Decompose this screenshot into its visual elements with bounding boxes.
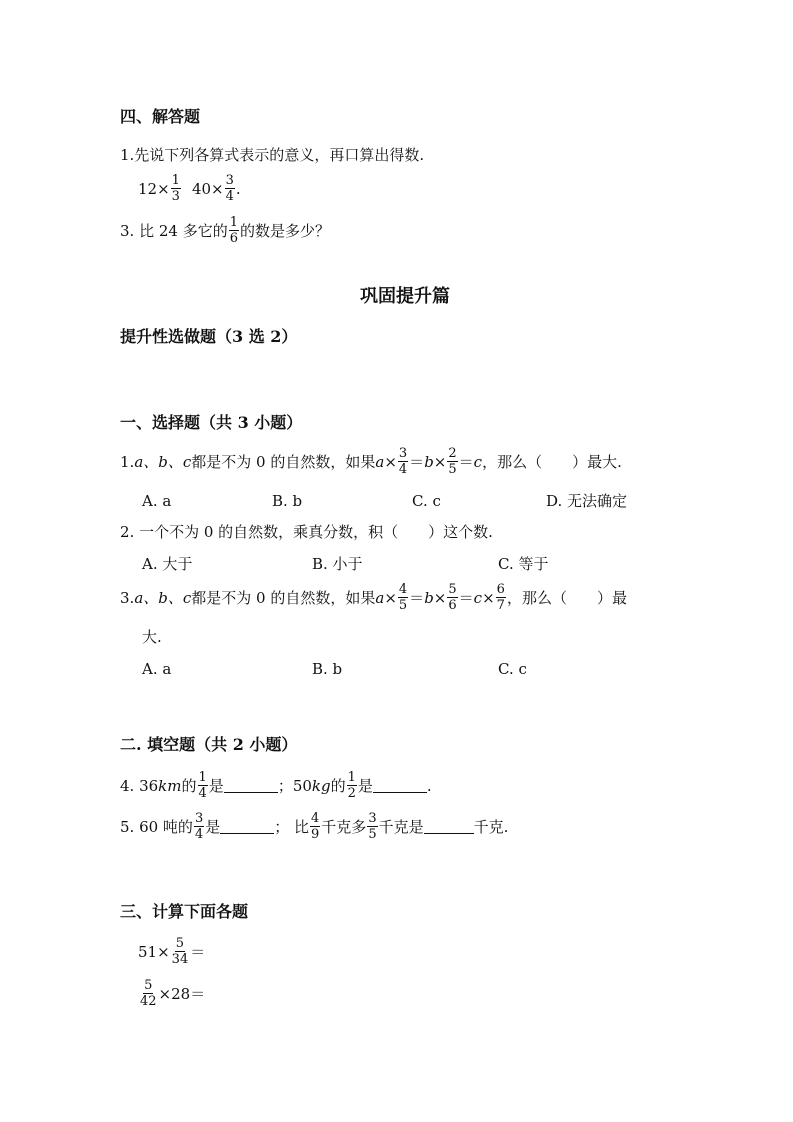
fraction-denominator: 5 <box>448 462 457 477</box>
times-sign: × <box>384 452 397 471</box>
subtitle: 提升性选做题（3 选 2） <box>120 327 298 346</box>
fraction-denominator: 5 <box>368 827 377 842</box>
option-d[interactable]: D. 无法确定 <box>546 492 628 510</box>
fraction-denominator: 4 <box>225 189 234 204</box>
option-c[interactable]: C. 等于 <box>498 555 549 573</box>
equals-sign: ＝ <box>409 588 425 607</box>
q3-prefix: 3. 比 24 多它的 <box>120 221 228 240</box>
fraction <box>171 173 181 204</box>
fraction <box>198 770 208 801</box>
expr-int: 28 <box>171 984 191 1003</box>
equals-sign: ＝ <box>458 588 474 607</box>
fraction-numerator: 6 <box>496 582 505 597</box>
fraction-denominator: 4 <box>198 786 207 801</box>
text-shi: 是 <box>357 776 373 795</box>
times-sign: × <box>157 942 170 961</box>
times-sign: × <box>433 452 447 471</box>
fill-q5-line <box>120 811 508 842</box>
unit-kg: kg <box>311 776 331 795</box>
equals-sign: ＝ <box>409 452 425 471</box>
fraction-denominator: 9 <box>311 827 320 842</box>
var-b: b <box>424 452 434 471</box>
fraction-denominator: 5 <box>398 598 408 613</box>
expr-b-int: 40 <box>191 179 212 198</box>
fraction-denominator: 4 <box>194 827 204 842</box>
fraction-numerator: 4 <box>398 582 408 597</box>
var-c: c <box>473 588 483 607</box>
question-1-text: 1.先说下列各算式表示的意义，再口算出得数. <box>120 146 425 164</box>
q-text: 都是不为 0 的自然数，如果 <box>191 452 376 471</box>
answer-blank[interactable] <box>373 778 427 793</box>
fraction-denominator: 2 <box>347 786 356 801</box>
page-title: 巩固提升篇 <box>360 286 450 307</box>
option-c[interactable]: C. c <box>412 492 441 510</box>
fraction-numerator: 2 <box>448 446 457 461</box>
equals-sign: ＝ <box>190 984 206 1003</box>
fraction-numerator: 5 <box>144 978 153 993</box>
separator: ；50 <box>277 776 312 795</box>
section-heading-answer: 四、解答题 <box>120 107 201 126</box>
fraction <box>447 582 457 613</box>
period: . <box>426 776 432 795</box>
fraction-numerator: 1 <box>171 173 180 188</box>
expression-line <box>138 173 241 204</box>
fill-q4-line <box>120 770 432 801</box>
choice-q3-line2: 大. <box>142 628 162 646</box>
var-a: a <box>375 452 385 471</box>
option-a[interactable]: A. a <box>142 660 172 678</box>
var-b: b <box>424 588 434 607</box>
text-shi: 是 <box>205 817 221 836</box>
fraction-denominator: 3 <box>171 189 180 204</box>
fraction-numerator: 3 <box>368 811 377 826</box>
fraction-numerator: 1 <box>347 770 356 785</box>
q5-mid: 千克多 <box>321 817 367 836</box>
section-heading-choice: 一、选择题（共 3 小题） <box>120 413 303 432</box>
answer-blank[interactable] <box>224 778 278 793</box>
unit-km: km <box>158 776 182 795</box>
fraction-denominator: 4 <box>398 462 408 477</box>
equals-sign: ＝ <box>458 452 474 471</box>
times-sign: × <box>384 588 397 607</box>
fraction-numerator: 5 <box>448 582 457 597</box>
expr-int: 51 <box>138 942 158 961</box>
fraction <box>447 446 457 477</box>
fraction-numerator: 3 <box>225 173 234 188</box>
choice-q3-line <box>120 582 627 613</box>
fraction-denominator: 7 <box>496 598 505 613</box>
calc-expression-2 <box>138 978 205 1009</box>
times-sign: × <box>158 984 172 1003</box>
fraction-denominator: 6 <box>229 231 238 246</box>
calc-expression-1 <box>138 936 205 967</box>
option-a[interactable]: A. 大于 <box>142 555 193 573</box>
option-a[interactable]: A. a <box>142 492 172 510</box>
fraction <box>139 978 158 1009</box>
fraction <box>225 173 235 204</box>
fraction <box>310 811 320 842</box>
fraction-denominator: 42 <box>140 994 157 1009</box>
times-sign: × <box>157 179 170 198</box>
fraction-denominator: 34 <box>171 952 189 967</box>
fraction-numerator: 1 <box>198 770 207 785</box>
option-b[interactable]: B. b <box>312 660 343 678</box>
fraction <box>229 215 239 246</box>
question-3-line <box>120 215 330 246</box>
fraction-numerator: 4 <box>311 811 320 826</box>
fraction <box>171 936 190 967</box>
fraction <box>398 582 408 613</box>
var-c: c <box>473 452 483 471</box>
choice-q2-text: 2. 一个不为 0 的自然数，乘真分数，积（ ）这个数. <box>120 523 493 541</box>
option-b[interactable]: B. 小于 <box>312 555 363 573</box>
choice-q1-line <box>120 446 622 477</box>
fraction-numerator: 5 <box>175 936 185 951</box>
fraction <box>347 770 357 801</box>
section-heading-fill: 二. 填空题（共 2 小题） <box>120 735 298 754</box>
option-c[interactable]: C. c <box>498 660 527 678</box>
fraction-numerator: 1 <box>229 215 238 230</box>
separator: ； 比 <box>274 817 310 836</box>
period: . <box>235 179 241 198</box>
fraction-numerator: 3 <box>398 446 408 461</box>
q-number: 3. <box>120 588 135 607</box>
q-text-end: ，那么（ ）最大. <box>482 452 622 471</box>
fraction <box>398 446 408 477</box>
q5-end: 千克. <box>473 817 509 836</box>
q5-prefix: 5. 60 吨的 <box>120 817 193 836</box>
text-shi: 是 <box>208 776 224 795</box>
fraction <box>367 811 377 842</box>
section-heading-calc: 三、计算下面各题 <box>120 902 249 921</box>
q4-prefix: 4. 36 <box>120 776 159 795</box>
var-a: a <box>375 588 385 607</box>
option-b[interactable]: B. b <box>272 492 303 510</box>
expr-a-int: 12 <box>138 179 158 198</box>
fraction-numerator: 3 <box>194 811 204 826</box>
times-sign: × <box>433 588 447 607</box>
fraction <box>496 582 506 613</box>
text-de: 的 <box>330 776 346 795</box>
q3-suffix: 的数是多少？ <box>239 221 330 240</box>
q5-mid2: 千克是 <box>378 817 424 836</box>
fraction <box>194 811 204 842</box>
q-text-end: ，那么（ ）最 <box>506 588 627 607</box>
fraction-denominator: 6 <box>448 598 457 613</box>
q-number: 1. <box>120 452 135 471</box>
answer-blank[interactable] <box>220 819 274 834</box>
times-sign: × <box>211 179 224 198</box>
times-sign: × <box>482 588 495 607</box>
q-text: 都是不为 0 的自然数，如果 <box>191 588 376 607</box>
equals-sign: ＝ <box>190 942 206 961</box>
answer-blank[interactable] <box>424 819 474 834</box>
text-de: 的 <box>181 776 197 795</box>
variables: a、b、c <box>134 588 192 607</box>
variables: a、b、c <box>134 452 192 471</box>
